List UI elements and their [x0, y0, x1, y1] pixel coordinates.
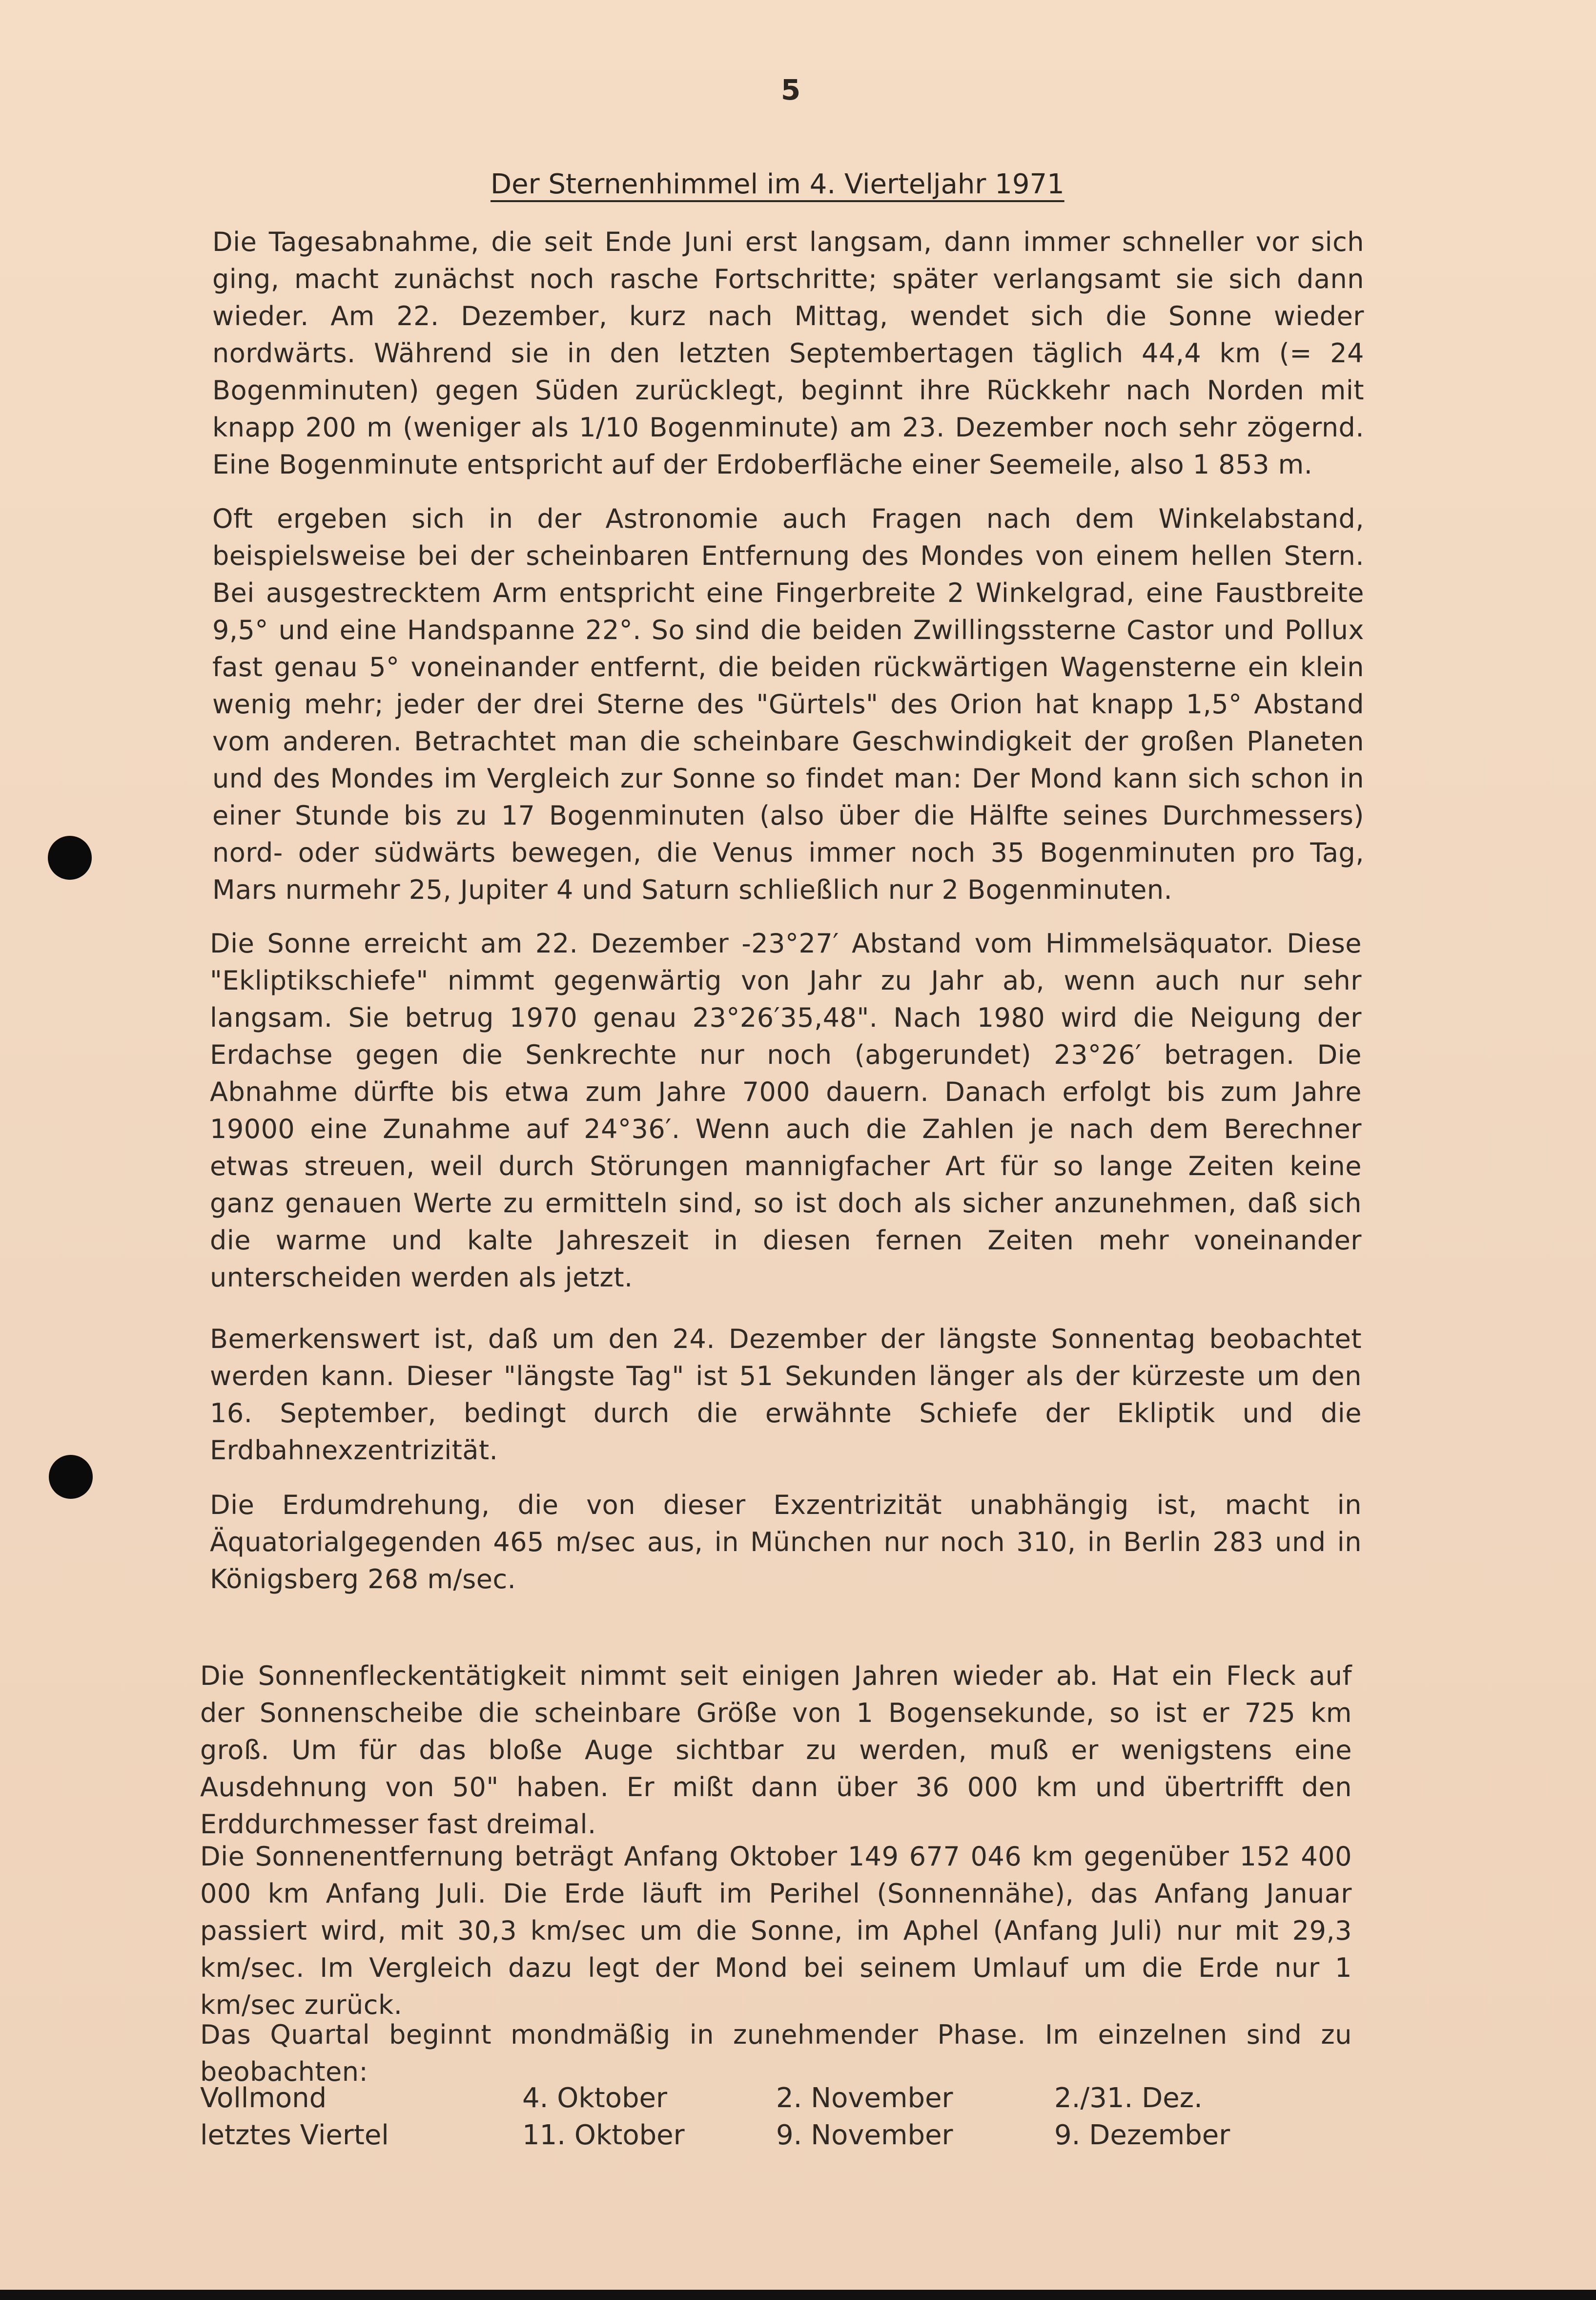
moon-phase-name: letztes Viertel: [200, 2119, 389, 2151]
paragraph-earth-rotation: Die Erdumdrehung, die von dieser Exzentrizität unabhängig ist, macht in Äquatorialgegenden 465 m/sec aus, in München nur noch 310, in Berlin 283 und in Königsberg 268 m/sec.: [210, 1490, 1362, 1595]
moon-phase-row: [200, 2082, 1323, 2119]
paragraph-sunspots: Die Sonnenfleckentätigkeit nimmt seit einigen Jahren wieder ab. Hat ein Fleck auf der Sonnenscheibe die scheinbare Größe von 1 Bogensekunde, so ist er 725 km groß. Um für das bloße Auge sichtbar zu werden, muß er wenigstens eine Ausdehnung von 50" haben. Er mißt dann über 36 000 km und übertrifft den Erddurchmesser fast dreimal.: [200, 1660, 1352, 1840]
moon-phase-november: 9. November: [776, 2119, 953, 2151]
moon-phase-table: [200, 2082, 1323, 2156]
moon-phase-october: 4. Oktober: [522, 2082, 667, 2114]
moon-phase-november: 2. November: [776, 2082, 953, 2114]
paragraph-quarter-intro: Das Quartal beginnt mondmäßig in zunehmender Phase. Im einzelnen sind zu beobachten:: [200, 2019, 1352, 2087]
paragraph-longest-solar-day: Bemerkenswert ist, daß um den 24. Dezember der längste Sonnentag beobachtet werden kann. Dieser "längste Tag" ist 51 Sekunden länger als der kürzeste um den 16. September, bedingt durch die erwähnte Schiefe der Ekliptik und die Erdbahnexzentrizität.: [210, 1324, 1362, 1466]
scan-border: [0, 2290, 1596, 2300]
paragraph-angular-distance: Oft ergeben sich in der Astronomie auch Fragen nach dem Winkelabstand, beispielsweise bei der scheinbaren Entfernung des Mondes von einem hellen Stern. Bei ausgestrecktem Arm entspricht eine Fingerbreite 2 Winkelgrad, eine Faustbreite 9,5° und eine Handspanne 22°. So sind die beiden Zwillingssterne Castor und Pollux fast genau 5° voneinander entfernt, die beiden rückwärtigen Wagensterne ein klein wenig mehr; jeder der drei Sterne des "Gürtels" des Orion hat knapp 1,5° Abstand vom anderen. Betrachtet man die scheinbare Geschwindigkeit der großen Planeten und des Mondes im Vergleich zur Sonne so findet man: Der Mond kann sich schon in einer Stunde bis zu 17 Bogenminuten (also über die Hälfte seines Durchmessers) nord- oder südwärts bewegen, die Venus immer noch 35 Bogenminuten pro Tag, Mars nurmehr 25, Jupiter 4 und Saturn schließlich nur 2 Bogenminuten.: [212, 503, 1364, 905]
punch-hole-icon: [48, 836, 92, 880]
paragraph-ecliptic-obliquity: Die Sonne erreicht am 22. Dezember -23°27′ Abstand vom Himmelsäquator. Diese "Ekliptikschiefe" nimmt gegenwärtig von Jahr zu Jahr ab, wenn auch nur sehr langsam. Sie betrug 1970 genau 23°26′35,48". Nach 1980 wird die Neigung der Erdachse gegen die Senkrechte nur noch (abgerundet) 23°26′ betragen. Die Abnahme dürfte bis etwa zum Jahre 7000 dauern. Danach erfolgt bis zum Jahre 19000 eine Zunahme auf 24°36′. Wenn auch die Zahlen je nach dem Berechner etwas streuen, weil durch Störungen mannigfacher Art für so lange Zeiten keine ganz genauen Werte zu ermitteln sind, so ist doch als sicher anzunehmen, daß sich die warme und kalte Jahreszeit in diesen fernen Zeiten mehr voneinander unterscheiden werden als jetzt.: [210, 928, 1362, 1293]
moon-phase-october: 11. Oktober: [522, 2119, 685, 2151]
moon-phase-december: 2./31. Dez.: [1054, 2082, 1203, 2114]
paragraph-sun-distance: Die Sonnenentfernung beträgt Anfang Oktober 149 677 046 km gegenüber 152 400 000 km Anfang Juli. Die Erde läuft im Perihel (Sonnennähe), das Anfang Januar passiert wird, mit 30,3 km/sec um die Sonne, im Aphel (Anfang Juli) nur mit 29,3 km/sec. Im Vergleich dazu legt der Mond bei seinem Umlauf um die Erde nur 1 km/sec zurück.: [200, 1841, 1352, 2020]
paragraph-day-length: Die Tagesabnahme, die seit Ende Juni erst langsam, dann immer schneller vor sich ging, macht zunächst noch rasche Fortschritte; später verlangsamt sie sich dann wieder. Am 22. Dezember, kurz nach Mittag, wendet sich die Sonne wieder nordwärts. Während sie in den letzten Septembertagen täglich 44,4 km (= 24 Bogenminuten) gegen Süden zurücklegt, beginnt ihre Rückkehr nach Norden mit knapp 200 m (weniger als 1/10 Bogenminute) am 23. Dezember noch sehr zögernd. Eine Bogenminute entspricht auf der Erdoberfläche einer Seemeile, also 1 853 m.: [212, 227, 1364, 480]
page-number: 5: [780, 73, 801, 106]
punch-hole-icon: [49, 1455, 93, 1499]
moon-phase-name: Vollmond: [200, 2082, 327, 2114]
moon-phase-december: 9. Dezember: [1054, 2119, 1230, 2151]
document-title: Der Sternenhimmel im 4. Vierteljahr 1971: [491, 168, 1064, 200]
moon-phase-row: [200, 2119, 1323, 2156]
